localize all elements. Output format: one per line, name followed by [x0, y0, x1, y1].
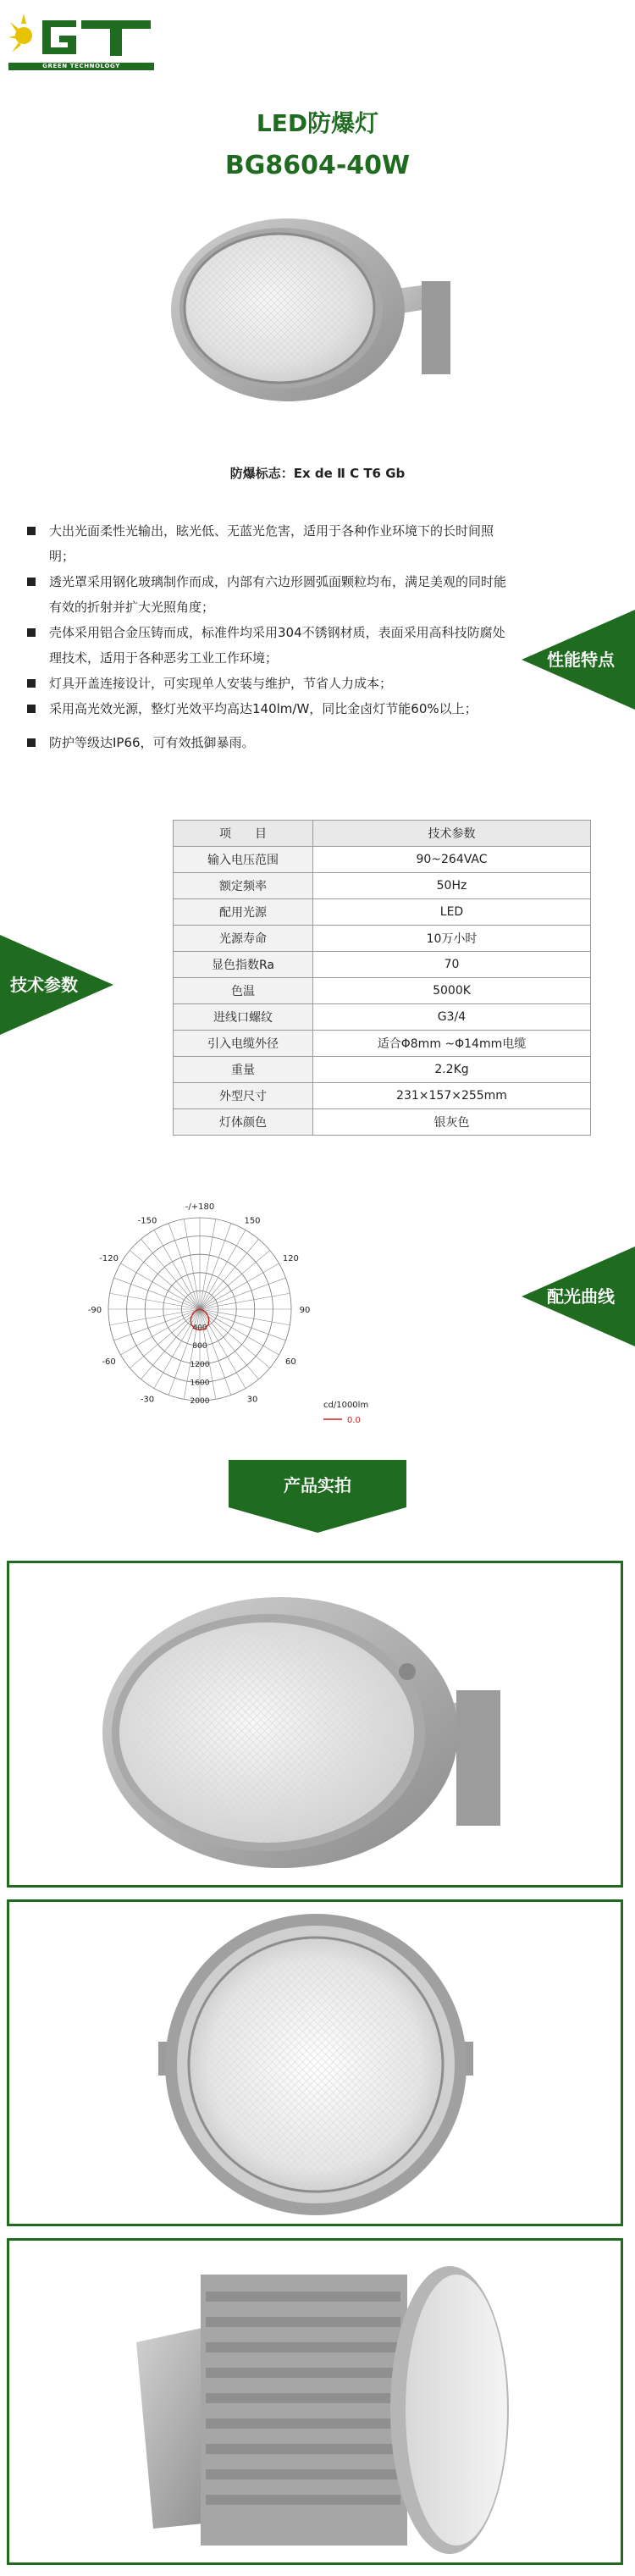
table-row [174, 899, 591, 926]
table-row [174, 1083, 591, 1109]
feature-item: 壳体采用铝合金压铸而成，标准件均采用304不锈钢材质，表面采用高科技防腐处理技术，适用于各种恶劣工业工作环境； [24, 620, 506, 671]
radial-label: 400 [192, 1324, 207, 1333]
table-row [174, 1057, 591, 1083]
spec-value: 70 [313, 952, 591, 978]
spec-key: 显色指数Ra [174, 952, 313, 978]
table-row [174, 873, 591, 899]
angle-label: -120 [99, 1254, 119, 1263]
logo-tagline: GREEN TECHNOLOGY [42, 63, 120, 69]
product-model: BG8604-40W [224, 151, 411, 180]
spec-key: 引入电缆外径 [174, 1031, 313, 1057]
section-tag-light-curve: 配光曲线 [522, 1247, 635, 1346]
spec-key: 灯体颜色 [174, 1109, 313, 1136]
spec-value: G3/4 [313, 1004, 591, 1031]
spec-key: 重量 [174, 1057, 313, 1083]
angle-label: -90 [87, 1306, 102, 1315]
column-header: 技术参数 [313, 821, 591, 847]
spec-value: 适合Φ8mm ~Φ14mm电缆 [313, 1031, 591, 1057]
spec-key: 额定频率 [174, 873, 313, 899]
table-row [174, 1004, 591, 1031]
feature-item: 大出光面柔性光输出，眩光低、无蓝光危害，适用于各种作业环境下的长时间照明； [24, 518, 506, 569]
table-row [174, 926, 591, 952]
table-row [174, 1109, 591, 1136]
table-row [174, 1031, 591, 1057]
angle-label: -60 [102, 1357, 116, 1367]
spec-key: 光源寿命 [174, 926, 313, 952]
legend-series: 0.0 [347, 1416, 361, 1425]
radial-label: 2000 [190, 1397, 210, 1406]
table-row [174, 978, 591, 1004]
bullet-icon [27, 679, 36, 688]
bullet-icon [27, 628, 36, 637]
radial-label: 1200 [190, 1360, 210, 1369]
table-row [174, 952, 591, 978]
spec-table [173, 820, 591, 1136]
section-tag-performance: 性能特点 [522, 610, 635, 710]
product-name: LED防爆灯 [256, 109, 379, 137]
feature-list [24, 518, 506, 755]
section-tag-tech-params: 技术参数 [0, 935, 113, 1035]
legend-unit: cd/1000lm [323, 1401, 369, 1410]
section-tag-photos: 产品实拍 [229, 1460, 406, 1533]
product-photo-3 [7, 2238, 623, 2565]
radial-label: 800 [192, 1342, 207, 1352]
spec-value: 5000K [313, 978, 591, 1004]
feature-item: 透光罩采用钢化玻璃制作而成，内部有六边形圆弧面颗粒均布，满足美观的同时能有效的折射并扩大光照角度； [24, 569, 506, 620]
spec-value: LED [313, 899, 591, 926]
table-header-row [174, 821, 591, 847]
spec-key: 进线口螺纹 [174, 1004, 313, 1031]
radial-label: 1600 [190, 1379, 210, 1388]
bullet-icon [27, 738, 36, 747]
light-distribution-chart [73, 1184, 403, 1434]
spec-key: 配用光源 [174, 899, 313, 926]
bullet-icon [27, 705, 36, 713]
product-photo-2 [7, 1899, 623, 2226]
angle-label: -30 [140, 1395, 155, 1405]
spec-value: 50Hz [313, 873, 591, 899]
feature-item: 防护等级达IP66，可有效抵御暴雨。 [24, 730, 506, 755]
brand-logo [8, 12, 154, 69]
angle-label: 90 [299, 1306, 311, 1315]
spec-value: 10万小时 [313, 926, 591, 952]
spec-value: 90~264VAC [313, 847, 591, 873]
feature-item: 采用高光效光源，整灯光效平均高达140lm/W，同比金卤灯节能60%以上； [24, 696, 506, 721]
bullet-icon [27, 578, 36, 586]
angle-label: -150 [137, 1216, 157, 1226]
spec-key: 色温 [174, 978, 313, 1004]
angle-label: 150 [244, 1216, 261, 1226]
product-hero-image [169, 208, 466, 407]
table-row [174, 847, 591, 873]
explosion-proof-mark: 防爆标志：Ex de Ⅱ C T6 Gb [229, 466, 406, 481]
angle-label: 120 [282, 1254, 299, 1263]
column-header: 项 目 [174, 821, 313, 847]
bullet-icon [27, 527, 36, 535]
angle-label: 60 [285, 1357, 296, 1367]
feature-item: 灯具开盖连接设计，可实现单人安装与维护，节省人力成本； [24, 671, 506, 696]
spec-value: 2.2Kg [313, 1057, 591, 1083]
spec-key: 外型尺寸 [174, 1083, 313, 1109]
spec-value: 银灰色 [313, 1109, 591, 1136]
spec-value: 231×157×255mm [313, 1083, 591, 1109]
product-photo-1 [7, 1561, 623, 1888]
angle-label: 30 [246, 1395, 258, 1405]
spec-key: 输入电压范围 [174, 847, 313, 873]
angle-label: -/+180 [185, 1202, 215, 1212]
